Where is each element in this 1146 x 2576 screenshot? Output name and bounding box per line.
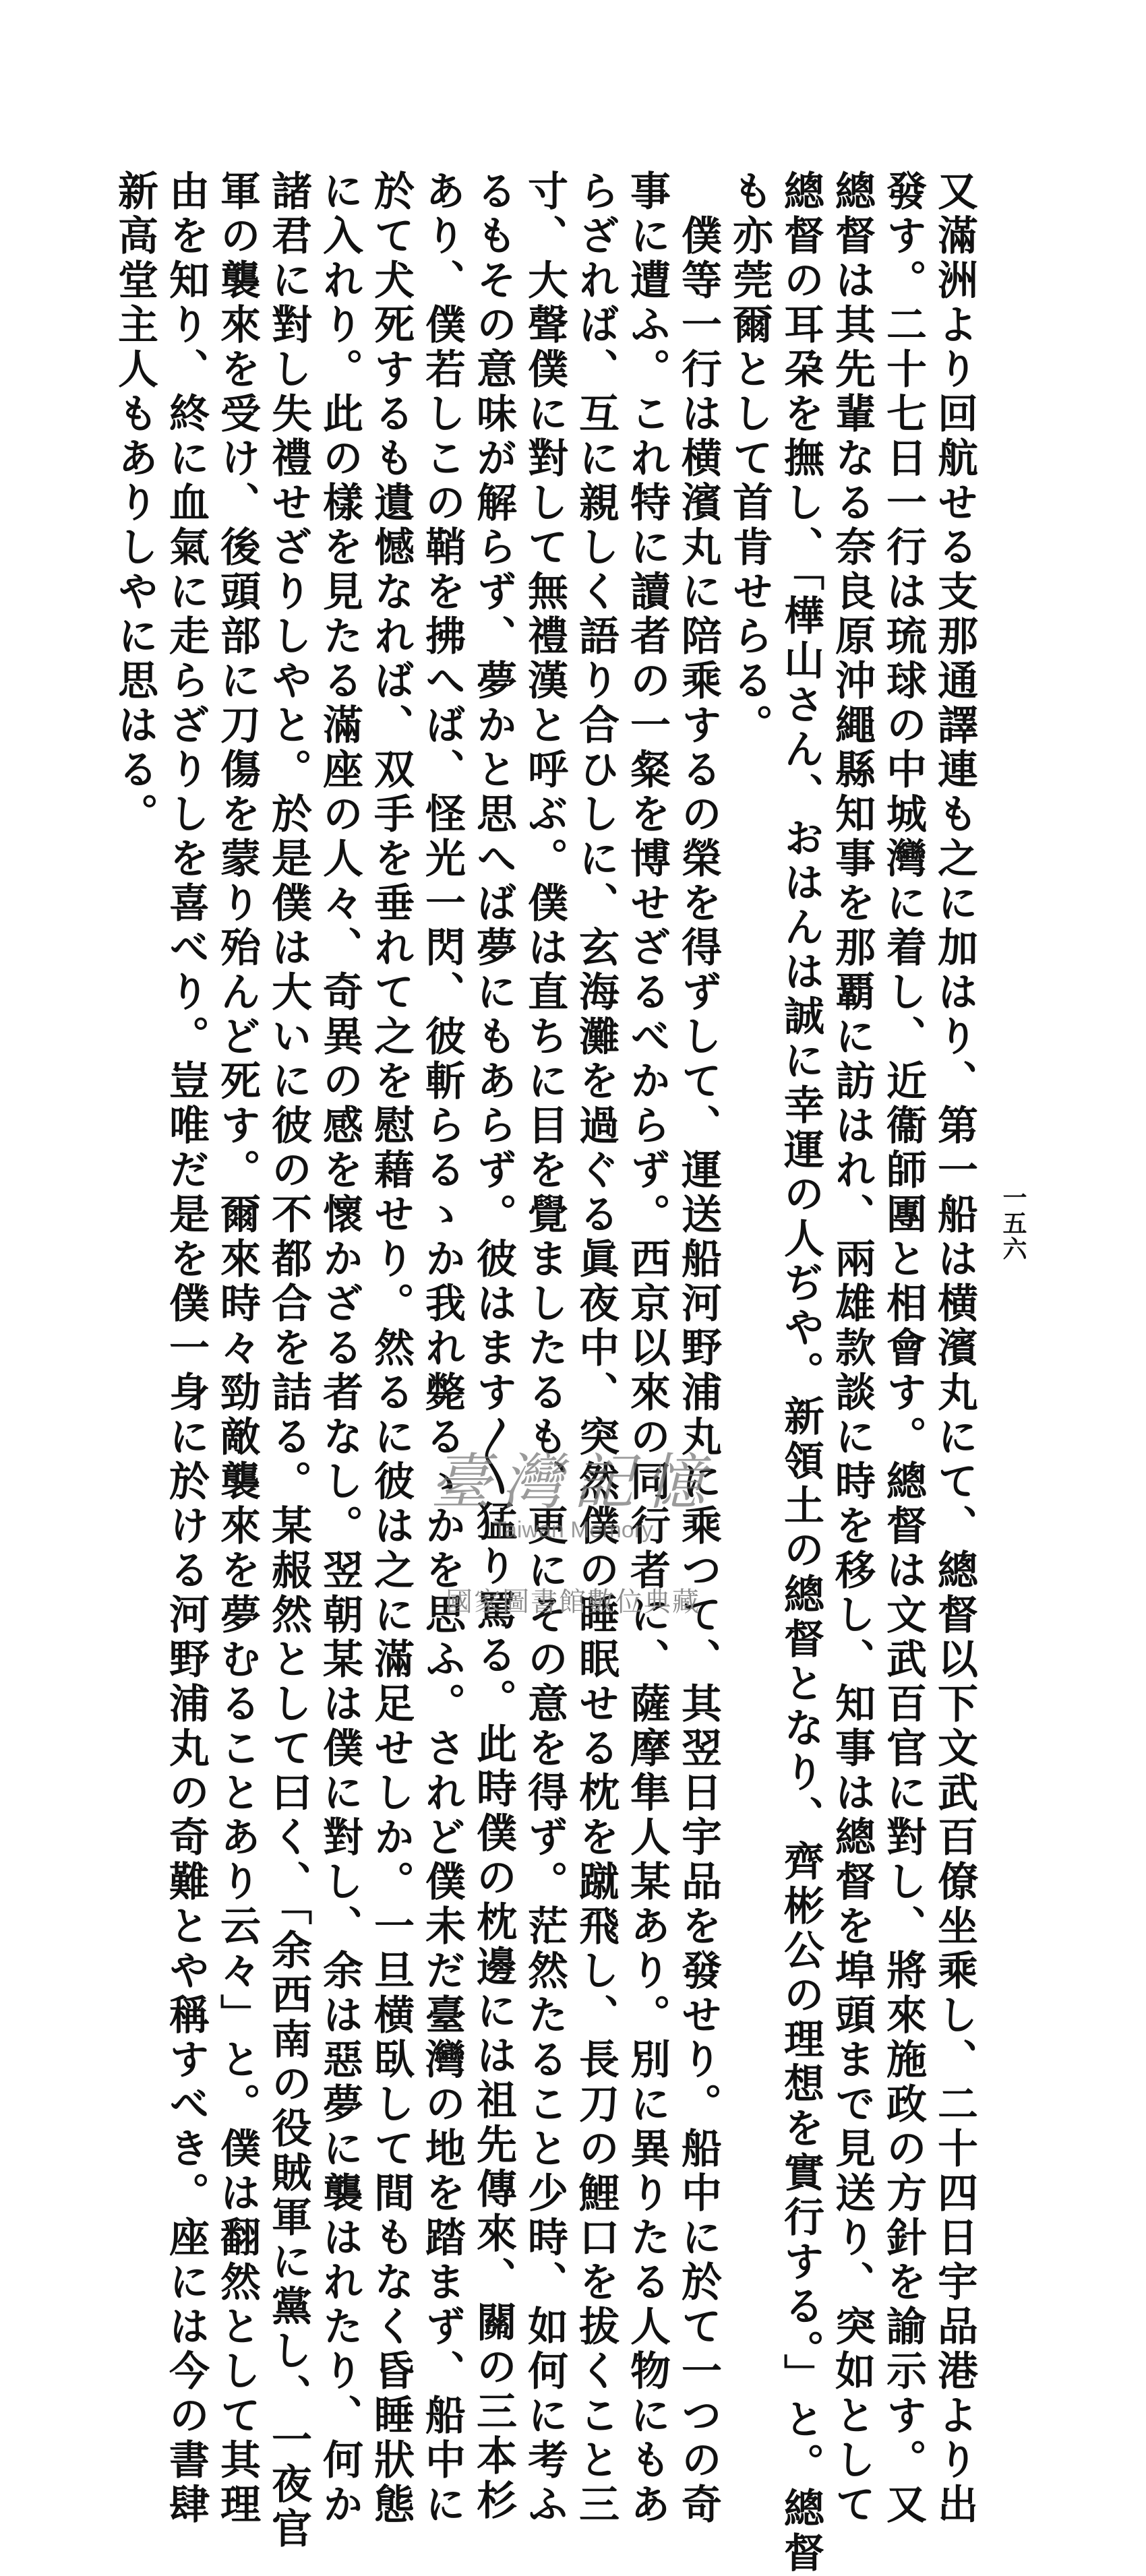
text-column: あり、僕若しこの鞘を拂へば、怪光一閃、彼斬らるゝか我れ斃るゝかを思ふ。されど僕未だ臺灣の地を踏まず、船中に (419, 170, 466, 2527)
text-column: 軍の襲來を受け、後頭部に刀傷を蒙り殆んど死す。爾來時々勁敵襲來を夢むることあり云々」と。僕は翻然として其理 (214, 170, 261, 2527)
watermark-en: Taiwan Memory (492, 1517, 654, 1543)
text-column: 總督の耳朶を撫し、「樺山さん、おはんは誠に幸運の人ぢや。新領土の總督となり、齊彬公の理想を實行する。」と。總督 (777, 170, 824, 2576)
text-column: 僕等一行は横濱丸に陪乘するの榮を得ずして、運送船河野浦丸に乘つて、其翌日宇品を發せり。船中に於て一つの奇 (675, 170, 722, 2527)
text-column: 事に遭ふ。これ特に讀者の一粲を博せざるべからず。西京以來の同行者に、薩摩隼人某あり。別に異りたる人物にもあ (624, 170, 671, 2527)
footer-credit: 國家圖書館數位典藏 (446, 1587, 700, 1618)
text-column: 諸君に對し失禮せざりしやと。於是僕は大いに彼の不都合を詰る。某赧然として曰く、「余西南の役賊軍に黨し、一夜官 (265, 170, 312, 2552)
page-number: 一五六 (999, 1185, 1027, 1262)
text-column: 總督は其先輩なる奈良原沖繩縣知事を那覇に訪はれ、兩雄款談に時を移し、知事は總督を埠頭まで見送り、突如として (828, 170, 876, 2527)
text-column: も亦莞爾として首肯せらる。 (726, 170, 773, 748)
text-column: 寸、大聲僕に對して無禮漢と呼ぶ。僕は直ちに目を覺ましたるも、更にその意を得ず。茫然たること少時、如何に考ふ (521, 170, 568, 2527)
text-column: るもその意味が解らず、夢かと思へば夢にもあらず。彼はます〳〵猛り罵る。此時僕の枕邊には祖先傳來、關の三本杉 (470, 170, 517, 2523)
text-column: 又滿洲より回航せる支那通譯連も之に加はり、第一船は横濱丸にて、總督以下文武百僚坐乘し、二十四日宇品港より出 (931, 170, 978, 2527)
text-column: らざれば、互に親しく語り合ひしに、玄海灘を過ぐる眞夜中、突然僕の睡眠せる枕を蹴飛し、長刀の鯉口を拔くこと三 (572, 170, 620, 2527)
text-column: 於て犬死するも遺憾なれば、双手を垂れて之を慰藉せり。然るに彼は之に滿足せしか。一旦横臥して間もなく昏睡狀態 (367, 170, 415, 2527)
watermark-cjk: 臺灣記憶 (430, 1447, 716, 1518)
text-column: 發す。二十七日一行は琉球の中城灣に着し、近衞師團と相會す。總督は文武百官に對し、將來施政の方針を諭示す。又 (880, 170, 927, 2527)
text-column: 由を知り、終に血氣に走らざりしを喜べり。豈唯だ是を僕一身に於ける河野浦丸の奇難とや稱すべき。座には今の書肆 (162, 170, 210, 2527)
text-column: 新高堂主人もありしやに思はる。 (111, 170, 158, 837)
text-column: に入れり。此の樣を見たる滿座の人々、奇異の感を懷かざる者なし。翌朝某は僕に對し、余は惡夢に襲はれたり、何か (316, 170, 363, 2527)
